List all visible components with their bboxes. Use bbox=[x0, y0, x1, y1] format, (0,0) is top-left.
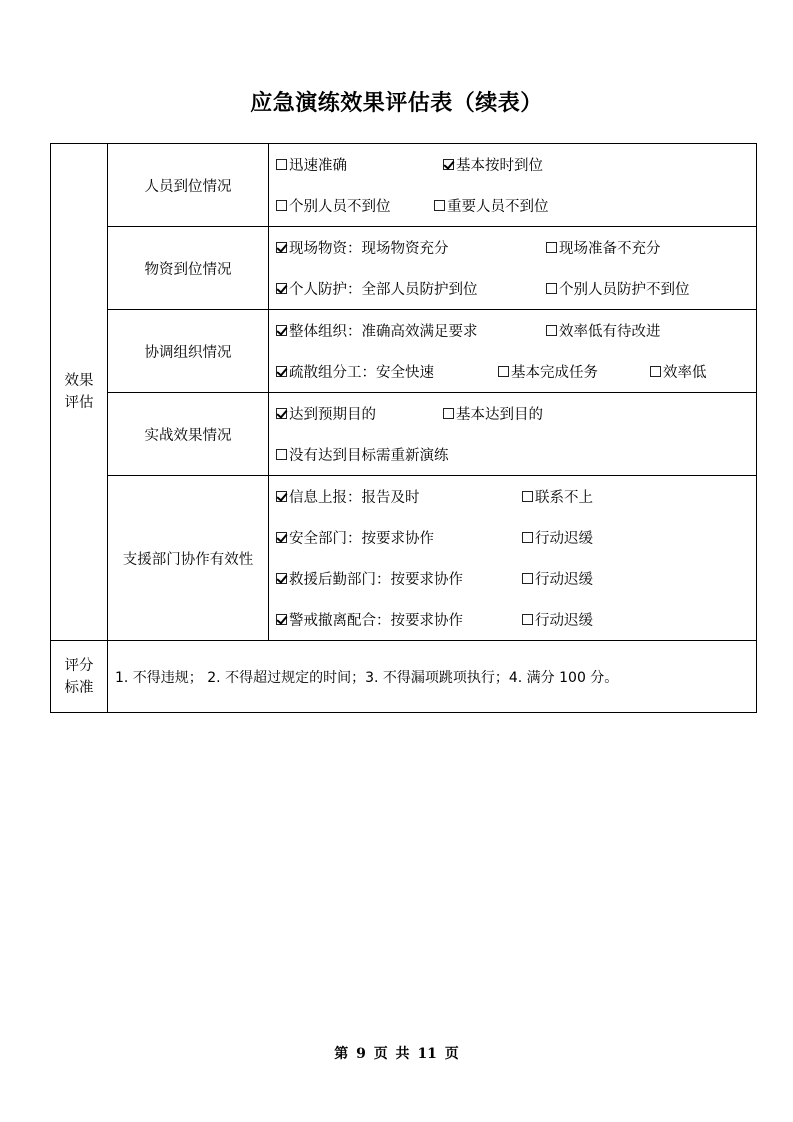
table-row bbox=[51, 227, 757, 310]
checkbox-option[interactable] bbox=[276, 237, 449, 258]
option-label: 基本完成任务 bbox=[511, 365, 598, 381]
checkbox-option[interactable] bbox=[443, 403, 543, 424]
unchecked-checkbox-icon[interactable] bbox=[546, 325, 557, 336]
unchecked-checkbox-icon[interactable] bbox=[522, 614, 533, 625]
row-label: 协调组织情况 bbox=[108, 310, 269, 393]
total-page-number: 11 bbox=[417, 1046, 437, 1062]
checked-checkbox-icon[interactable] bbox=[276, 325, 287, 336]
option-label: 迅速准确 bbox=[289, 158, 347, 174]
checked-checkbox-icon[interactable] bbox=[276, 573, 287, 584]
category-effect-evaluation bbox=[51, 144, 108, 641]
table-row bbox=[51, 641, 757, 713]
option-label: 基本按时到位 bbox=[456, 158, 543, 174]
options-cell bbox=[269, 227, 757, 310]
checked-checkbox-icon[interactable] bbox=[443, 159, 454, 170]
category-label-line1: 效果 bbox=[64, 373, 94, 389]
unchecked-checkbox-icon[interactable] bbox=[498, 366, 509, 377]
checkbox-option[interactable] bbox=[276, 486, 420, 507]
checkbox-option[interactable] bbox=[546, 237, 661, 258]
unchecked-checkbox-icon[interactable] bbox=[546, 283, 557, 294]
option-line bbox=[276, 227, 756, 268]
footer-middle: 页 共 bbox=[373, 1046, 410, 1062]
criteria-text: 1. 不得违规； 2. 不得超过规定的时间；3. 不得漏项跳项执行；4. 满分 100 分。 bbox=[108, 641, 757, 713]
row-label: 支援部门协作有效性 bbox=[108, 476, 269, 641]
checkbox-option[interactable] bbox=[498, 361, 598, 382]
checkbox-option[interactable] bbox=[276, 527, 434, 548]
option-label: 个别人员不到位 bbox=[289, 199, 391, 215]
options-cell bbox=[269, 310, 757, 393]
checked-checkbox-icon[interactable] bbox=[276, 408, 287, 419]
row-label: 物资到位情况 bbox=[108, 227, 269, 310]
checkbox-option[interactable] bbox=[546, 278, 690, 299]
option-label: 个别人员防护不到位 bbox=[559, 282, 690, 298]
checkbox-option[interactable] bbox=[443, 154, 543, 175]
page-footer bbox=[0, 1043, 793, 1063]
unchecked-checkbox-icon[interactable] bbox=[276, 159, 287, 170]
checkbox-option[interactable] bbox=[522, 486, 593, 507]
unchecked-checkbox-icon[interactable] bbox=[276, 449, 287, 460]
option-label: 基本达到目的 bbox=[456, 407, 543, 423]
checkbox-option[interactable] bbox=[276, 154, 347, 175]
option-label: 现场物资：现场物资充分 bbox=[289, 241, 449, 257]
footer-prefix: 第 bbox=[334, 1046, 349, 1062]
option-line bbox=[276, 268, 756, 309]
row-label: 实战效果情况 bbox=[108, 393, 269, 476]
unchecked-checkbox-icon[interactable] bbox=[443, 408, 454, 419]
checked-checkbox-icon[interactable] bbox=[276, 614, 287, 625]
checkbox-option[interactable] bbox=[276, 568, 463, 589]
footer-suffix: 页 bbox=[444, 1046, 459, 1062]
option-label: 疏散组分工：安全快速 bbox=[289, 365, 434, 381]
option-label: 联系不上 bbox=[535, 490, 593, 506]
option-label: 行动迟缓 bbox=[535, 531, 593, 547]
checkbox-option[interactable] bbox=[276, 444, 449, 465]
option-label: 行动迟缓 bbox=[535, 572, 593, 588]
table-row bbox=[51, 393, 757, 476]
evaluation-table bbox=[50, 143, 757, 713]
category-scoring-criteria bbox=[51, 641, 108, 713]
page-title: 应急演练效果评估表（续表） bbox=[250, 91, 543, 116]
option-line bbox=[276, 351, 756, 392]
checkbox-option[interactable] bbox=[522, 609, 593, 630]
unchecked-checkbox-icon[interactable] bbox=[650, 366, 661, 377]
options-cell bbox=[269, 144, 757, 227]
checkbox-option[interactable] bbox=[434, 195, 549, 216]
checkbox-option[interactable] bbox=[276, 361, 434, 382]
table-row bbox=[51, 144, 757, 227]
checkbox-option[interactable] bbox=[276, 320, 478, 341]
checkbox-option[interactable] bbox=[276, 609, 463, 630]
checkbox-option[interactable] bbox=[522, 527, 593, 548]
checkbox-option[interactable] bbox=[522, 568, 593, 589]
current-page-number: 9 bbox=[356, 1046, 366, 1062]
option-label: 现场准备不充分 bbox=[559, 241, 661, 257]
checked-checkbox-icon[interactable] bbox=[276, 366, 287, 377]
option-line bbox=[276, 393, 756, 434]
row-label: 人员到位情况 bbox=[108, 144, 269, 227]
unchecked-checkbox-icon[interactable] bbox=[546, 242, 557, 253]
category-label-line1: 评分 bbox=[64, 657, 94, 674]
option-label: 救援后勤部门：按要求协作 bbox=[289, 572, 463, 588]
option-line bbox=[276, 185, 756, 226]
option-label: 效率低有待改进 bbox=[559, 324, 661, 340]
option-label: 效率低 bbox=[663, 365, 707, 381]
unchecked-checkbox-icon[interactable] bbox=[434, 200, 445, 211]
category-label-line2: 评估 bbox=[64, 395, 94, 411]
option-line bbox=[276, 310, 756, 351]
option-label: 没有达到目标需重新演练 bbox=[289, 448, 449, 464]
checked-checkbox-icon[interactable] bbox=[276, 242, 287, 253]
checkbox-option[interactable] bbox=[650, 361, 707, 382]
table-row bbox=[51, 476, 757, 641]
checked-checkbox-icon[interactable] bbox=[276, 532, 287, 543]
unchecked-checkbox-icon[interactable] bbox=[522, 532, 533, 543]
option-label: 重要人员不到位 bbox=[447, 199, 549, 215]
option-label: 整体组织：准确高效满足要求 bbox=[289, 324, 478, 340]
unchecked-checkbox-icon[interactable] bbox=[276, 200, 287, 211]
option-label: 警戒撤离配合：按要求协作 bbox=[289, 613, 463, 629]
options-cell bbox=[269, 393, 757, 476]
option-line bbox=[276, 434, 756, 475]
option-label: 行动迟缓 bbox=[535, 613, 593, 629]
option-line bbox=[276, 599, 756, 640]
option-label: 个人防护：全部人员防护到位 bbox=[289, 282, 478, 298]
option-label: 信息上报：报告及时 bbox=[289, 490, 420, 506]
option-label: 达到预期目的 bbox=[289, 407, 376, 423]
option-label: 安全部门：按要求协作 bbox=[289, 531, 434, 547]
options-cell bbox=[269, 476, 757, 641]
checked-checkbox-icon[interactable] bbox=[276, 283, 287, 294]
checkbox-option[interactable] bbox=[276, 403, 376, 424]
unchecked-checkbox-icon[interactable] bbox=[522, 573, 533, 584]
unchecked-checkbox-icon[interactable] bbox=[522, 491, 533, 502]
checkbox-option[interactable] bbox=[276, 195, 391, 216]
category-label-line2: 标准 bbox=[64, 679, 94, 696]
checkbox-option[interactable] bbox=[546, 320, 661, 341]
checked-checkbox-icon[interactable] bbox=[276, 491, 287, 502]
option-line bbox=[276, 144, 756, 185]
option-line bbox=[276, 558, 756, 599]
checkbox-option[interactable] bbox=[276, 278, 478, 299]
table-row bbox=[51, 310, 757, 393]
option-line bbox=[276, 517, 756, 558]
option-line bbox=[276, 476, 756, 517]
